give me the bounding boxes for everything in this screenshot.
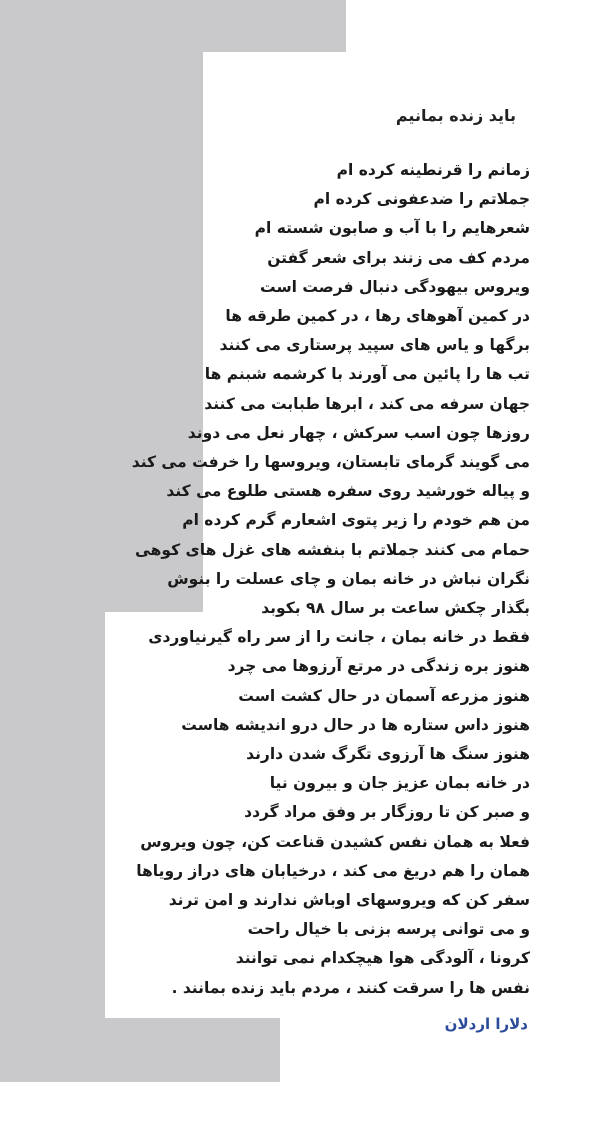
- poem-line: من هم خودم را زیر پتوی اشعارم گرم کرده ام: [182, 511, 530, 530]
- poem-line: همان را هم دریغ می کند ، درخیابان های دراز رویاها: [136, 861, 530, 880]
- poem-line: بگذار چکش ساعت بر سال ۹۸ بکوبد: [261, 599, 530, 617]
- poem-line: تب ها را پائین می آورند با کرشمه شبنم ها: [204, 365, 530, 384]
- poem-line: نفس ها را سرقت کنند ، مردم باید زنده بمانند .: [171, 978, 530, 997]
- poem-line: شعرهایم را با آب و صابون شسته ام: [254, 219, 530, 238]
- poem-line: هنوز مزرعه آسمان در حال کشت است: [238, 686, 530, 705]
- poem-line: ویروس بیهودگی دنبال فرصت است: [260, 277, 530, 296]
- poem-line: روزها چون اسب سرکش ، چهار نعل می دوند: [187, 423, 530, 442]
- poem-line: جهان سرفه می کند ، ابرها طبابت می کنند: [204, 394, 530, 413]
- poem-line: در کمین آهوهای رها ، در کمین طرقه ها: [225, 307, 530, 325]
- poem-line: می گویند گرمای تابستان، ویروسها را خرفت می کند: [131, 453, 530, 471]
- poem-line: و می توانی پرسه بزنی با خیال راحت: [247, 920, 530, 939]
- poem-line: و پیاله خورشید روی سفره هستی طلوع می کند: [166, 482, 530, 501]
- poem-line: جملاتم را ضدعفونی کرده ام: [313, 190, 530, 209]
- poem-line: فقط در خانه بمان ، جانت را از سر راه گیرنیاوردی: [148, 628, 530, 647]
- poem-line: کرونا ، آلودگی هوا هیچکدام نمی توانند: [235, 949, 530, 968]
- poem-line: و صبر کن تا روزگار بر وفق مراد گردد: [244, 803, 530, 822]
- poem-author: دلارا اردلان: [444, 1015, 528, 1033]
- poem-line: هنوز سنگ ها آرزوی تگرگ شدن دارند: [246, 745, 530, 763]
- poem-line: مردم کف می زنند برای شعر گفتن: [267, 248, 530, 267]
- poem-line: برگها و یاس های سپید پرستاری می کنند: [219, 336, 530, 355]
- poem-line: نگران نباش در خانه بمان و چای عسلت را بنوش: [167, 569, 530, 588]
- poem-line: سفر کن که ویروسهای اوباش ندارند و امن ترند: [168, 891, 530, 909]
- poem-line: حمام می کنند جملاتم با بنفشه های غزل های کوهی: [134, 540, 530, 559]
- poem-line: فعلا به همان نفس کشیدن قناعت کن، چون ویروس: [140, 832, 530, 851]
- poem-line: زمانم را قرنطینه کرده ام: [336, 161, 530, 179]
- poem-title: باید زنده بمانیم: [395, 106, 516, 125]
- poem-line: هنوز داس ستاره ها در حال درو اندیشه هاست: [181, 715, 530, 734]
- poem-line: در خانه بمان عزیز جان و بیرون نیا: [269, 774, 530, 793]
- poem-line: هنوز بره زندگی در مرتع آرزوها می چرد: [227, 657, 530, 676]
